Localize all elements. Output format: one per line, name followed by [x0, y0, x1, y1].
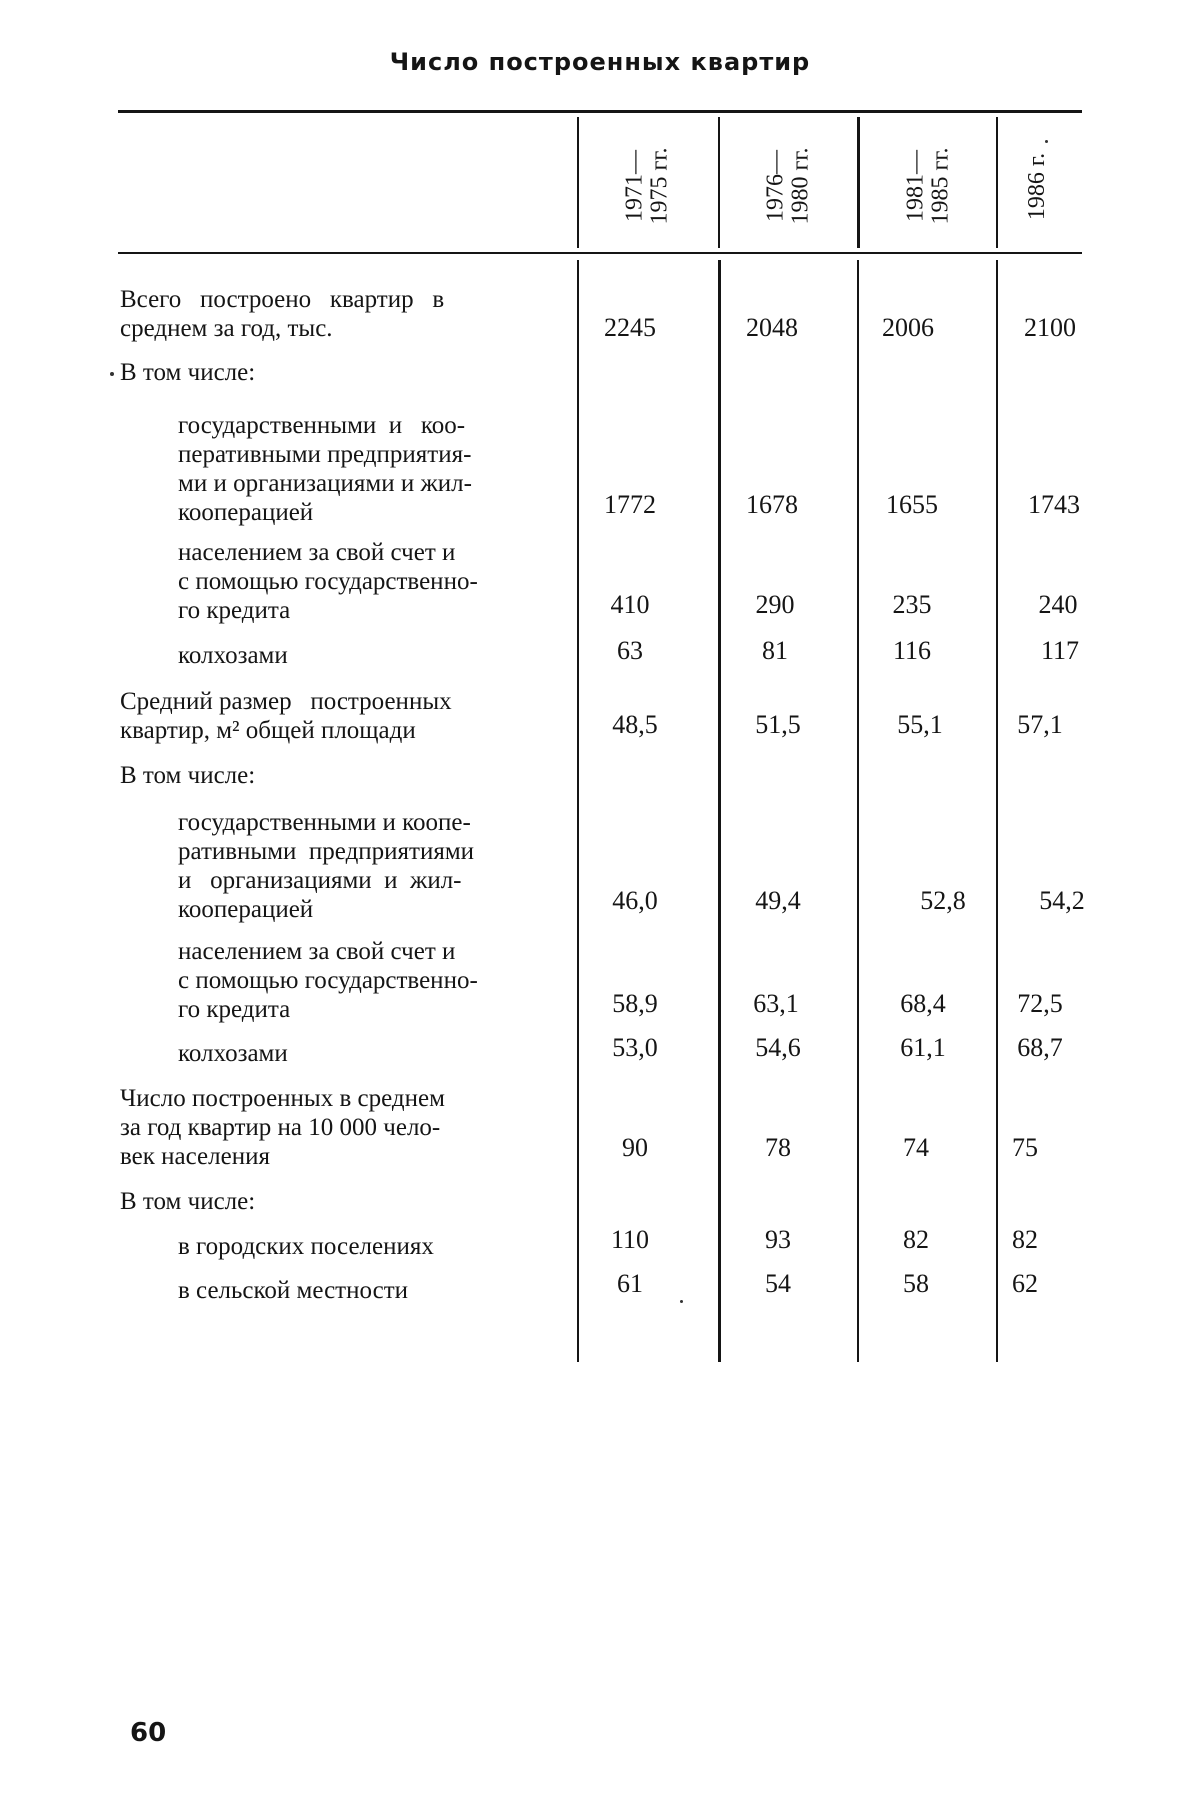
table-cell: 51,5	[755, 710, 801, 739]
table-cell: 74	[903, 1133, 929, 1162]
print-speck	[110, 372, 114, 376]
table-cell: 2006	[882, 313, 934, 342]
table-cell: 54,6	[755, 1033, 801, 1062]
table-cell: 55,1	[897, 710, 943, 739]
header-divider-4	[996, 117, 998, 248]
table-cell: 57,1	[1017, 710, 1063, 739]
table-cell: 410	[610, 590, 650, 619]
table-cell: 53,0	[612, 1033, 658, 1062]
body-divider-4	[996, 260, 998, 1362]
table-cell: 58	[903, 1269, 929, 1298]
table-cell: 61	[617, 1269, 643, 1298]
row-label-kolkhoz: колхозами	[178, 1040, 288, 1067]
table-cell: 58,9	[612, 989, 658, 1018]
table-cell: 116	[892, 636, 932, 665]
table-cell: 117	[1040, 636, 1080, 665]
column-header-1976-1980: 1976— 1980 гг.	[762, 147, 814, 225]
table-cell: 235	[892, 590, 932, 619]
table-cell: 290	[755, 590, 795, 619]
table-cell: 48,5	[612, 710, 658, 739]
row-label-including: В том числе:	[120, 359, 256, 386]
row-label-state-coop: государственными и коопе- ративными предприятиями и организациями и жил- кооперацией	[178, 809, 475, 923]
body-divider-2	[718, 260, 721, 1362]
body-divider-1	[577, 260, 579, 1362]
row-label-per-10000: Число построенных в среднем за год квартир на 10 000 чело- век населения	[120, 1085, 445, 1170]
column-header-1971-1975: 1971— 1975 гг.	[621, 147, 673, 225]
row-label-state-coop: государственными и коо- перативными предприятия- ми и организациями и жил- кооперацией	[178, 412, 472, 526]
row-label-urban: в городских поселениях	[178, 1233, 434, 1260]
row-label-kolkhoz: колхозами	[178, 642, 288, 669]
table-cell: 2100	[1024, 313, 1076, 342]
table-cell: 54	[765, 1269, 791, 1298]
page-number: 60	[130, 1718, 167, 1748]
header-divider-2	[718, 117, 720, 248]
table-cell: 1678	[746, 490, 798, 519]
table-cell: 68,7	[1017, 1033, 1063, 1062]
table-cell: 68,4	[900, 989, 946, 1018]
row-label-population: населением за свой счет и с помощью государственно- го кредита	[178, 539, 478, 624]
header-divider-3	[857, 117, 860, 248]
table-title: Число построенных квартир	[389, 48, 811, 76]
body-divider-3	[857, 260, 859, 1362]
row-label-avg-size: Средний размер построенных квартир, м² общей площади	[120, 688, 452, 744]
table-cell: 82	[1012, 1225, 1038, 1254]
table-cell: 1655	[886, 490, 938, 519]
table-cell: 82	[903, 1225, 929, 1254]
table-cell: 63	[617, 636, 643, 665]
column-header-1981-1985: 1981— 1985 гг.	[902, 147, 954, 225]
table-cell: 46,0	[612, 886, 658, 915]
table-cell: 62	[1012, 1269, 1038, 1298]
table-cell: 78	[765, 1133, 791, 1162]
row-label-total-built: Всего построено квартир в среднем за год, тыс.	[120, 286, 445, 342]
table-cell: 49,4	[755, 886, 801, 915]
table-cell: 240	[1038, 590, 1078, 619]
table-cell: 2048	[746, 313, 798, 342]
table-cell: 54,2	[1039, 886, 1085, 915]
table-cell: 93	[765, 1225, 791, 1254]
table-cell: 2245	[604, 313, 656, 342]
table-cell: 1772	[604, 490, 656, 519]
table-cell: 1743	[1028, 490, 1080, 519]
column-header-1986: 1986 г.	[1024, 152, 1051, 220]
table-top-rule	[118, 110, 1082, 113]
table-cell: 110	[610, 1225, 650, 1254]
table-cell: 61,1	[900, 1033, 946, 1062]
print-speck	[1045, 140, 1048, 143]
row-label-population: населением за свой счет и с помощью государственно- го кредита	[178, 938, 478, 1023]
table-cell: 81	[762, 636, 788, 665]
table-cell: 72,5	[1017, 989, 1063, 1018]
print-speck	[680, 1300, 683, 1303]
header-divider-1	[577, 117, 579, 248]
table-cell: 90	[622, 1133, 648, 1162]
table-header-rule	[118, 252, 1082, 254]
table-cell: 75	[1012, 1133, 1038, 1162]
row-label-rural: в сельской местности	[178, 1277, 408, 1304]
row-label-including: В том числе:	[120, 762, 256, 789]
table-cell: 52,8	[920, 886, 966, 915]
table-cell: 63,1	[753, 989, 799, 1018]
row-label-including: В том числе:	[120, 1188, 256, 1215]
